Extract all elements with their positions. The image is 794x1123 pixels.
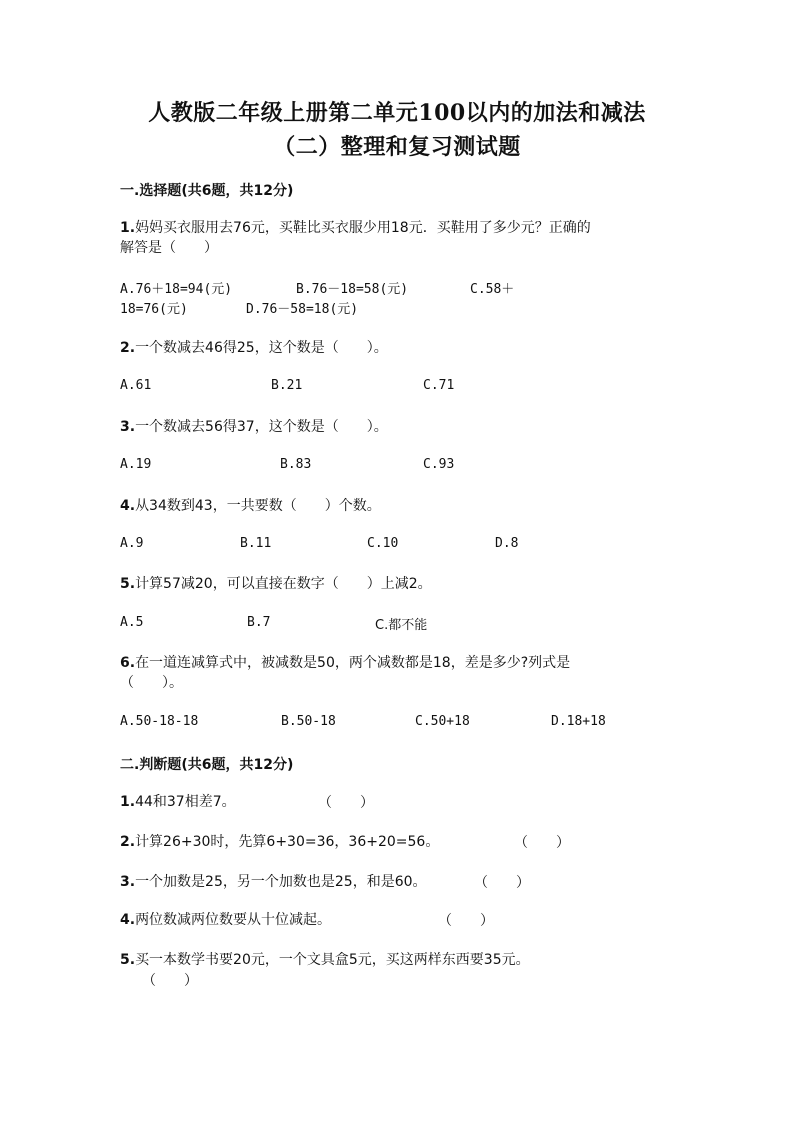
option-a[interactable]: A.61 (120, 378, 152, 393)
question-number: 5. (120, 576, 136, 592)
option-a[interactable]: A.50-18-18 (120, 714, 199, 729)
choice-question-1 (120, 218, 680, 258)
question-number: 5. (120, 952, 136, 968)
option-b[interactable]: B.11 (240, 536, 272, 551)
judgement-question-1 (120, 792, 680, 812)
option-c[interactable]: C.50+18 (415, 714, 470, 729)
option-b[interactable]: B.76－18=58(元) (296, 282, 409, 297)
question-number: 1. (120, 220, 136, 236)
section-heading-choice: 一.选择题(共6题，共12分) (120, 183, 294, 199)
question-text-continued: 解答是（ ） (120, 240, 218, 256)
answer-blank[interactable]: （ ） (514, 835, 570, 851)
answer-blank[interactable]: （ ） (318, 795, 374, 811)
option-c[interactable]: C.93 (423, 457, 455, 472)
option-a[interactable]: A.19 (120, 457, 152, 472)
question-text: 一个数减去56得37，这个数是（ ）。 (135, 419, 388, 435)
judgement-question-2 (120, 832, 680, 852)
option-a[interactable]: A.9 (120, 536, 144, 551)
option-a[interactable]: A.5 (120, 615, 144, 630)
choice-question-4 (120, 496, 680, 516)
option-d[interactable]: D.76－58=18(元) (246, 302, 359, 317)
question-number: 6. (120, 655, 136, 671)
option-d[interactable]: D.8 (495, 536, 519, 551)
option-d[interactable]: D.18+18 (551, 714, 606, 729)
page-title-line-2: （二）整理和复习测试题 (273, 134, 521, 160)
question-text: 从34数到43，一共要数（ ）个数。 (135, 498, 381, 514)
question-text: 一个加数是25，另一个加数也是25，和是60。 (135, 874, 427, 890)
question-number: 3. (120, 419, 136, 435)
question-text: 买一本数学书要20元，一个文具盒5元，买这两样东西要35元。 (135, 952, 530, 968)
question-number: 2. (120, 834, 136, 850)
option-c[interactable]: C.58＋ (470, 282, 515, 297)
question-number: 4. (120, 498, 136, 514)
option-b[interactable]: B.83 (280, 457, 312, 472)
option-c[interactable]: C.都不能 (375, 618, 428, 633)
question-text: 妈妈买衣服用去76元，买鞋比买衣服少用18元．买鞋用了多少元？正确的 (135, 220, 591, 236)
choice-question-2 (120, 338, 680, 358)
answer-blank[interactable]: （ ） (474, 875, 530, 891)
question-text: 计算26+30时，先算6+30=36，36+20=56。 (135, 834, 440, 850)
question-number: 3. (120, 874, 136, 890)
option-a[interactable]: A.76＋18=94(元) (120, 282, 233, 297)
question-number: 1. (120, 794, 136, 810)
page-title-line-1: 人教版二年级上册第二单元100以内的加法和减法 (148, 100, 646, 126)
choice-question-6 (120, 653, 680, 693)
question-text-continued: （ ）。 (120, 675, 183, 691)
option-c[interactable]: C.71 (423, 378, 455, 393)
option-b[interactable]: B.7 (247, 615, 271, 630)
question-number: 2. (120, 340, 136, 356)
judgement-question-3 (120, 872, 680, 892)
option-c-continued: 18=76(元) (120, 302, 188, 317)
choice-question-3 (120, 417, 680, 437)
question-text: 在一道连减算式中，被减数是50，两个减数都是18，差是多少?列式是 (135, 655, 571, 671)
option-b[interactable]: B.50-18 (281, 714, 336, 729)
judgement-question-4 (120, 910, 680, 930)
option-b[interactable]: B.21 (271, 378, 303, 393)
question-text: 两位数减两位数要从十位减起。 (135, 912, 332, 928)
question-text: 一个数减去46得25，这个数是（ ）。 (135, 340, 388, 356)
option-c[interactable]: C.10 (367, 536, 399, 551)
question-number: 4. (120, 912, 136, 928)
answer-blank[interactable]: （ ） (438, 913, 494, 929)
question-text: 44和37相差7。 (135, 794, 236, 810)
judgement-question-5 (120, 950, 680, 970)
question-text: 计算57减20，可以直接在数字（ ）上减2。 (135, 576, 432, 592)
choice-question-5 (120, 574, 680, 594)
section-heading-judgement: 二.判断题(共6题，共12分) (120, 757, 294, 773)
answer-blank[interactable]: （ ） (142, 973, 198, 989)
